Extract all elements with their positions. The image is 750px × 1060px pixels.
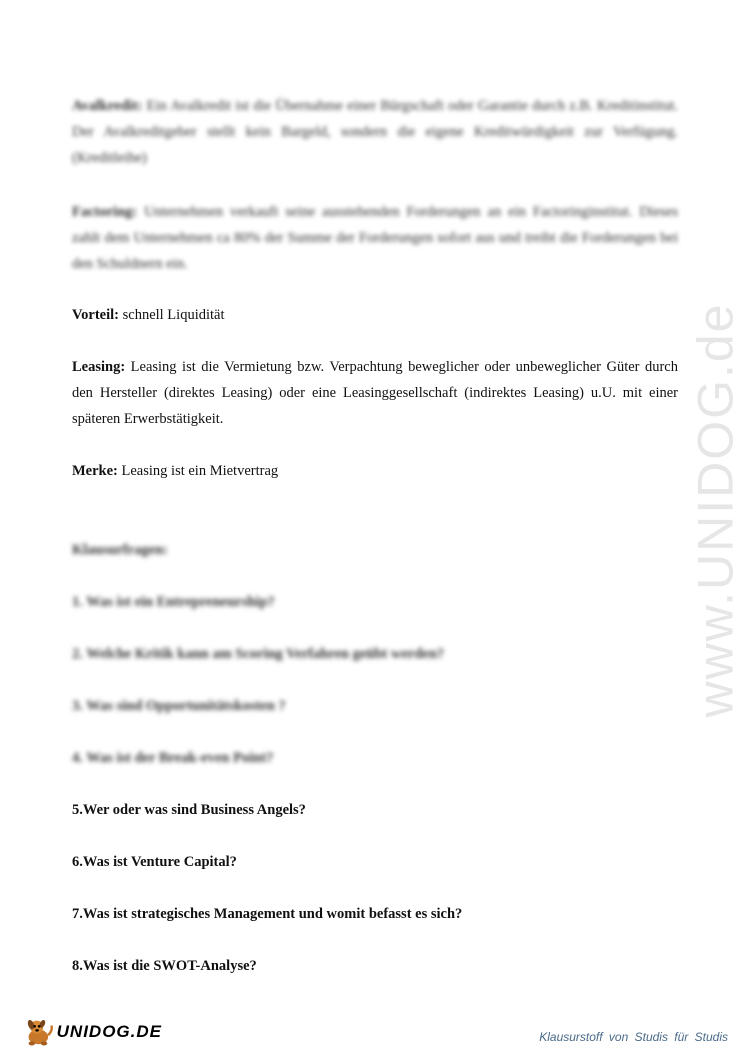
term-factoring: Factoring: — [72, 204, 138, 220]
watermark — [670, 280, 750, 740]
paragraph-leasing — [72, 354, 678, 432]
question-item: 6.Was ist Venture Capital? — [72, 854, 237, 870]
paragraph-avalkredit — [72, 93, 678, 171]
paragraph-vorteil — [72, 302, 678, 328]
term-merke: Merke: — [72, 463, 118, 479]
dog-icon — [22, 1012, 55, 1052]
question-item: 7.Was ist strategisches Management und womit befasst es sich? — [72, 906, 463, 922]
question-item: 4. Was ist der Break-even Point? — [72, 750, 274, 766]
text-leasing: Leasing ist die Vermietung bzw. Verpachtung beweglicher oder unbeweglicher Güter durch den Hersteller (direktes Leasing) oder eine Leasinggesellschaft (indirektes Leasing) u.U. mit einer späteren Erwerbstätigkeit. — [72, 359, 678, 427]
question-item: 8.Was ist die SWOT-Analyse? — [72, 958, 257, 974]
watermark-text: www.UNIDOG.de — [687, 302, 743, 718]
footer-tagline: Klausurstoff von Studis für Studis — [539, 1030, 728, 1044]
text-factoring: Unternehmen verkauft seine ausstehenden Forderungen an ein Factoringinstitut. Dieses zahlt dem Unternehmen ca 80% der Summe der Forderungen sofort aus und treibt die Forderungen bei den Schuldnern ein. — [72, 204, 678, 272]
paragraph-merke — [72, 458, 678, 484]
exam-heading: Klausurfragen: — [72, 542, 168, 558]
question-item: 2. Welche Kritik kann am Scoring Verfahren geübt werden? — [72, 646, 445, 662]
text-vorteil: schnell Liquidität — [122, 307, 225, 323]
text-avalkredit: Ein Avalkredit ist die Übernahme einer Bürgschaft oder Garantie durch z.B. Kreditinstitut. Der Avalkreditgeber stellt kein Bargeld, sondern die eigene Kreditwürdigkeit zur Verfügung.(Kreditleihe) — [72, 98, 678, 166]
paragraph-factoring — [72, 199, 678, 277]
question-item: 1. Was ist ein Entrepreneurship? — [72, 594, 275, 610]
text-merke: Leasing ist ein Mietvertrag — [121, 463, 279, 479]
logo-text: UNIDOG.DE — [56, 1022, 162, 1041]
term-vorteil: Vorteil: — [72, 307, 119, 323]
question-item: 5.Wer oder was sind Business Angels? — [72, 802, 306, 818]
question-item: 3. Was sind Opportunitätskosten ? — [72, 698, 286, 714]
term-avalkredit: Avalkredit: — [72, 98, 143, 114]
term-leasing: Leasing: — [72, 359, 126, 375]
unidog-logo[interactable] — [22, 1012, 162, 1052]
